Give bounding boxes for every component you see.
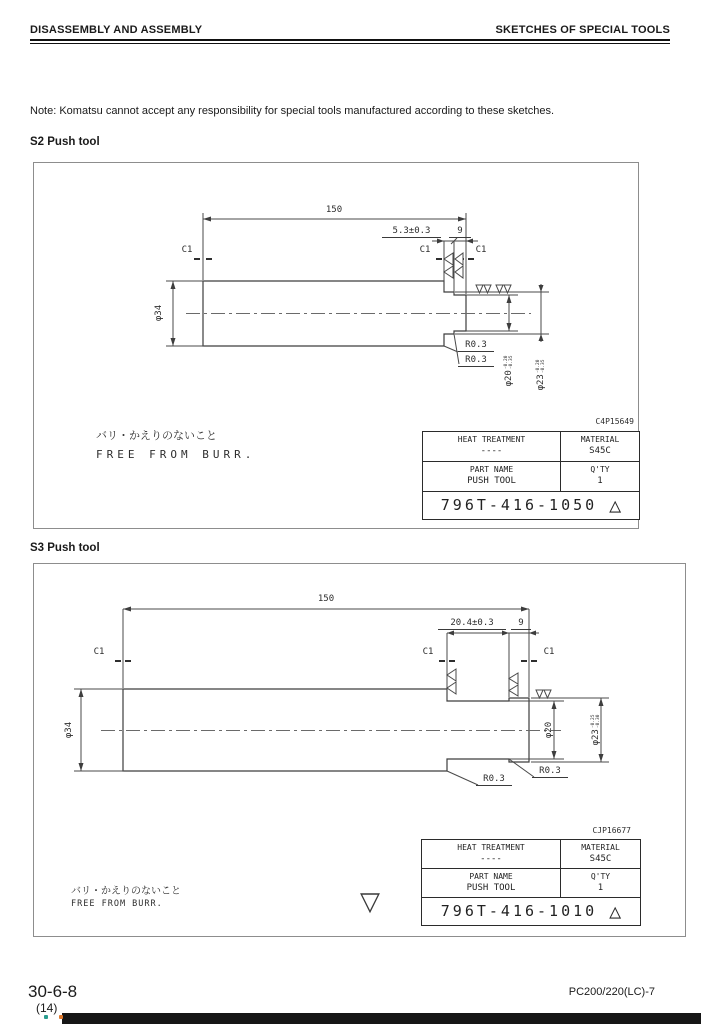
disclaimer-note: Note: Komatsu cannot accept any responsibility for special tools manufactured according to these sketches. [30,105,555,117]
radius-label: R0.3 [458,340,494,352]
tool-outline [101,689,561,771]
chamfer-label: C1 [543,647,555,657]
revision-triangle-icon: △ [609,492,622,517]
dia-body-label: φ34 [64,721,74,739]
material-label: MATERIAL [581,843,620,852]
finish-triangles-icon [536,690,551,698]
footer-page-sub: (14) [36,1001,58,1015]
material-cell [561,432,639,461]
qty-label: Q'TY [590,872,611,881]
header-left-title: DISASSEMBLY AND ASSEMBLY [30,24,203,36]
drawing-s2-push-tool [33,162,639,529]
material-value: S45C [589,854,612,864]
finish-grade-triangle-icon: ▽ [360,886,380,916]
chamfer-label: C1 [422,647,434,657]
header-rule-thick [30,39,670,41]
radius-label: R0.3 [532,766,568,778]
qty-label: Q'TY [590,465,610,474]
part-name-cell [422,869,561,897]
bottom-bar-dot-icon [59,1015,63,1019]
dim-dia34 [74,689,124,771]
dia-body-label: φ34 [154,304,164,322]
qty-cell [561,462,639,491]
drawing-s3-push-tool [33,563,686,937]
surface-finish-icon [444,253,463,278]
qty-value: 1 [597,883,604,893]
radius-leaders [444,334,459,364]
material-cell [561,840,640,868]
dia-collar-label: φ23 -0.25 -0.30 [590,714,601,746]
dim-tip-segments [447,631,539,701]
chamfer-label: C1 [93,647,105,657]
part-name-value: PUSH TOOL [466,883,516,893]
heat-treatment-label: HEAT TREATMENT [457,435,526,444]
footer-model: PC200/220(LC)-7 [568,986,655,998]
revision-triangle-icon: △ [609,898,622,923]
part-name-value: PUSH TOOL [467,476,516,486]
footer-page-number: 30-6-8 [28,982,78,1001]
dia-tip-label: φ20 -0.20 -0.35 [503,355,514,387]
dia-tip-label: φ20 [544,721,554,739]
part-name-cell [423,462,561,491]
heat-treatment-label: HEAT TREATMENT [457,843,525,852]
header-right-title: SKETCHES OF SPECIAL TOOLS [495,24,670,36]
heat-treatment-cell [422,840,561,868]
header-rule-thin [30,43,670,44]
dia-collar-label: φ23 -0.20 -0.35 [535,359,546,391]
material-value: S45C [589,446,611,456]
dim-label-tip: 9 [449,226,471,238]
heat-treatment-value: ---- [480,446,503,456]
qty-value: 1 [597,476,603,486]
dim-label-overall: 150 [325,205,343,215]
dim-label-tip: 9 [511,618,531,630]
note-japanese: バリ・かえりのないこと [71,886,181,897]
radius-label: R0.3 [458,355,494,367]
surface-finish-icon [447,669,518,696]
drawing-code: C4P15649 [595,417,634,426]
note-japanese: バリ・かえりのないこと [96,429,217,442]
title-block [421,839,641,926]
dim-label-overall: 150 [317,594,335,604]
bottom-bar [62,1013,701,1024]
material-label: MATERIAL [580,435,620,444]
part-number: 796T-416-1050 [440,495,598,514]
qty-cell [561,869,640,897]
part-number: 796T-416-1010 [440,901,598,920]
chamfer-label: C1 [475,245,487,255]
note-free-from-burr: FREE FROM BURR. [96,448,256,461]
part-name-label: PART NAME [469,872,513,881]
chamfer-label: C1 [181,245,193,255]
dim-label-seg: 20.4±0.3 [438,618,506,630]
chamfer-label: C1 [419,245,431,255]
drawing-code: CJP16677 [592,826,631,835]
heat-treatment-cell [423,432,561,461]
section-title-s2: S2 Push tool [30,136,100,148]
heat-treatment-value: ---- [480,854,502,864]
dim-label-seg: 5.3±0.3 [382,226,441,238]
part-name-label: PART NAME [469,465,514,474]
section-title-s3: S3 Push tool [30,542,100,554]
note-free-from-burr: FREE FROM BURR. [71,899,163,909]
bottom-bar-dot-icon [44,1015,48,1019]
radius-label: R0.3 [476,774,512,786]
title-block [422,431,640,520]
